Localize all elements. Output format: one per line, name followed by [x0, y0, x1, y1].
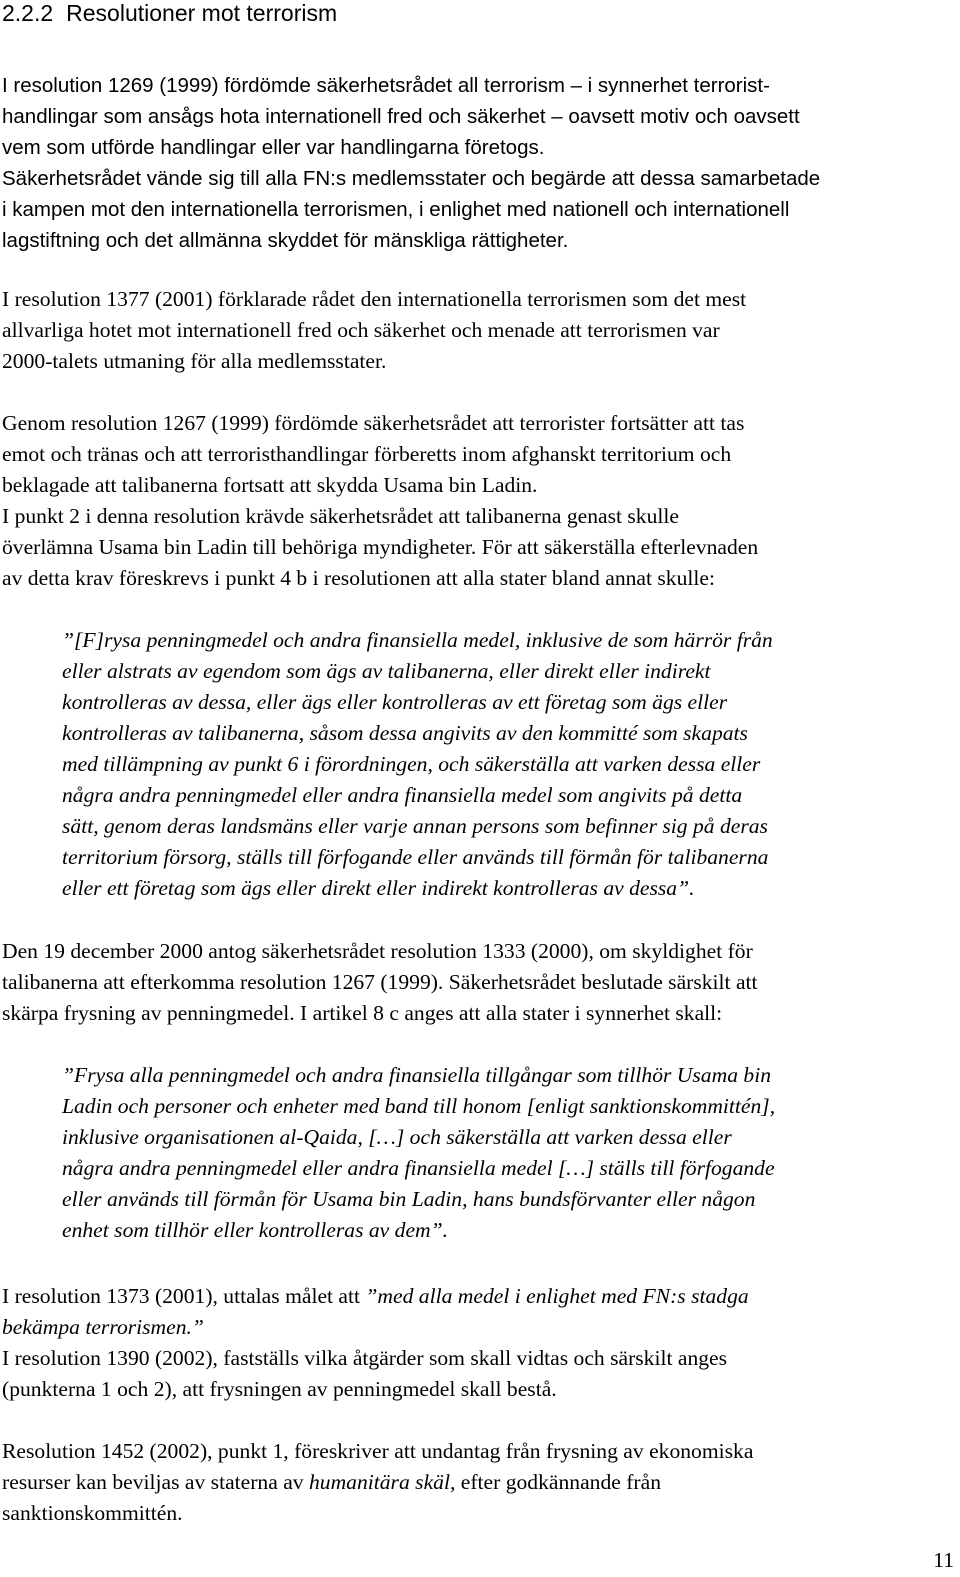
- text-line: I resolution 1377 (2001) förklarade rådet den internationella terrorismen som det mest: [2, 287, 747, 311]
- text-run: I resolution 1373 (2001), uttalas målet att: [2, 1284, 366, 1308]
- quote-line: territorium försorg, ställs till förfogande eller används till förmån för talibanerna: [62, 845, 769, 869]
- text-line: Säkerhetsrådet vände sig till alla FN:s medlemsstater och begärde att dessa samarbetade: [2, 167, 821, 190]
- text-line: lagstiftning och det allmänna skyddet för mänskliga rättigheter.: [2, 229, 569, 252]
- quote-line: eller ett företag som ägs eller direkt eller indirekt kontrolleras av dessa”.: [62, 876, 695, 900]
- quote-line: kontrolleras av dessa, eller ägs eller kontrolleras av ett företag som ägs eller: [62, 690, 728, 714]
- quote-resolution-1267-point-4b: [62, 625, 773, 904]
- text-line: Den 19 december 2000 antog säkerhetsrådet resolution 1333 (2000), om skyldighet för: [2, 939, 753, 963]
- text-line: handlingar som ansågs hota internationell fred och säkerhet – oavsett motiv och oavsett: [2, 105, 800, 128]
- paragraph-resolution-1377: [2, 284, 746, 377]
- quoted-text: ”med alla medel i enlighet med FN:s stadga: [365, 1284, 749, 1308]
- text-line: skärpa frysning av penningmedel. I artikel 8 c anges att alla stater i synnerhet skall:: [2, 1001, 723, 1025]
- quote-line: ”[F]rysa penningmedel och andra finansiella medel, inklusive de som härrör från: [62, 628, 773, 652]
- paragraph-resolution-1333: [2, 936, 758, 1029]
- quote-line: enhet som tillhör eller kontrolleras av dem”.: [62, 1218, 449, 1242]
- emphasized-text: humanitära skäl: [308, 1470, 450, 1494]
- paragraph-resolution-1267: [2, 408, 758, 594]
- quote-line: inklusive organisationen al-Qaida, […] och säkerställa att varken dessa eller: [62, 1125, 732, 1149]
- quoted-text: bekämpa terrorismen.”: [2, 1315, 204, 1339]
- quote-line: sätt, genom deras landsmäns eller varje annan persons som befinner sig på deras: [62, 814, 768, 838]
- quote-resolution-1333-article-8c: [62, 1060, 775, 1246]
- section-number: 2.2.2: [2, 0, 54, 26]
- text-line: (punkterna 1 och 2), att frysningen av penningmedel skall bestå.: [2, 1377, 557, 1401]
- paragraph-resolution-1373-1390: [2, 1281, 749, 1405]
- text-line: talibanerna att efterkomma resolution 1267 (1999). Säkerhetsrådet beslutade särskilt att: [2, 970, 758, 994]
- quote-line: med tillämpning av punkt 6 i förordningen, och säkerställa att varken dessa eller: [62, 752, 761, 776]
- text-line: sanktionskommittén.: [2, 1501, 183, 1525]
- text-line: vem som utförde handlingar eller var handlingarna företogs.: [2, 136, 545, 159]
- text-line: I resolution 1269 (1999) fördömde säkerhetsrådet all terrorism – i synnerhet terrorist-: [2, 74, 770, 97]
- quote-line: eller alstrats av egendom som ägs av talibanerna, eller direkt eller indirekt: [62, 659, 711, 683]
- text-line: beklagade att talibanerna fortsatt att skydda Usama bin Ladin.: [2, 473, 538, 497]
- text-line: I punkt 2 i denna resolution krävde säkerhetsrådet att talibanerna genast skulle: [2, 504, 679, 528]
- text-line: av detta krav föreskrevs i punkt 4 b i resolutionen att alla stater bland annat skulle:: [2, 566, 715, 590]
- paragraph-resolution-1269: [2, 70, 820, 256]
- text-run: resurser kan beviljas av staterna av: [2, 1470, 309, 1494]
- text-line: [2, 1312, 749, 1343]
- quote-line: några andra penningmedel eller andra finansiella medel som angivits på detta: [62, 783, 743, 807]
- text-line: [2, 1467, 753, 1498]
- quote-line: några andra penningmedel eller andra finansiella medel […] ställs till förfogande: [62, 1156, 775, 1180]
- text-line: emot och tränas och att terroristhandlingar förberetts inom afghanskt territorium och: [2, 442, 732, 466]
- text-line: I resolution 1390 (2002), fastställs vilka åtgärder som skall vidtas och särskilt anges: [2, 1346, 728, 1370]
- text-run: , efter godkännande från: [449, 1470, 661, 1494]
- text-line: [2, 1281, 749, 1312]
- section-heading: [2, 0, 337, 28]
- text-line: 2000-talets utmaning för alla medlemsstater.: [2, 349, 387, 373]
- text-line: i kampen mot den internationella terrorismen, i enlighet med nationell och internationell: [2, 198, 790, 221]
- text-line: Genom resolution 1267 (1999) fördömde säkerhetsrådet att terrorister fortsätter att tas: [2, 411, 745, 435]
- text-line: allvarliga hotet mot internationell fred och säkerhet och menade att terrorismen var: [2, 318, 720, 342]
- quote-line: ”Frysa alla penningmedel och andra finansiella tillgångar som tillhör Usama bin: [62, 1063, 771, 1087]
- quote-line: eller används till förmån för Usama bin Ladin, hans bundsförvanter eller någon: [62, 1187, 756, 1211]
- quote-line: Ladin och personer och enheter med band till honom [enligt sanktionskommittén],: [62, 1094, 776, 1118]
- page-number: 11: [933, 1548, 954, 1572]
- paragraph-resolution-1452: [2, 1436, 753, 1529]
- text-line: Resolution 1452 (2002), punkt 1, föreskriver att undantag från frysning av ekonomiska: [2, 1439, 754, 1463]
- section-title: Resolutioner mot terrorism: [66, 0, 338, 26]
- quote-line: kontrolleras av talibanerna, såsom dessa angivits av den kommitté som skapats: [62, 721, 748, 745]
- text-line: överlämna Usama bin Ladin till behöriga myndigheter. För att säkerställa efterlevnaden: [2, 535, 759, 559]
